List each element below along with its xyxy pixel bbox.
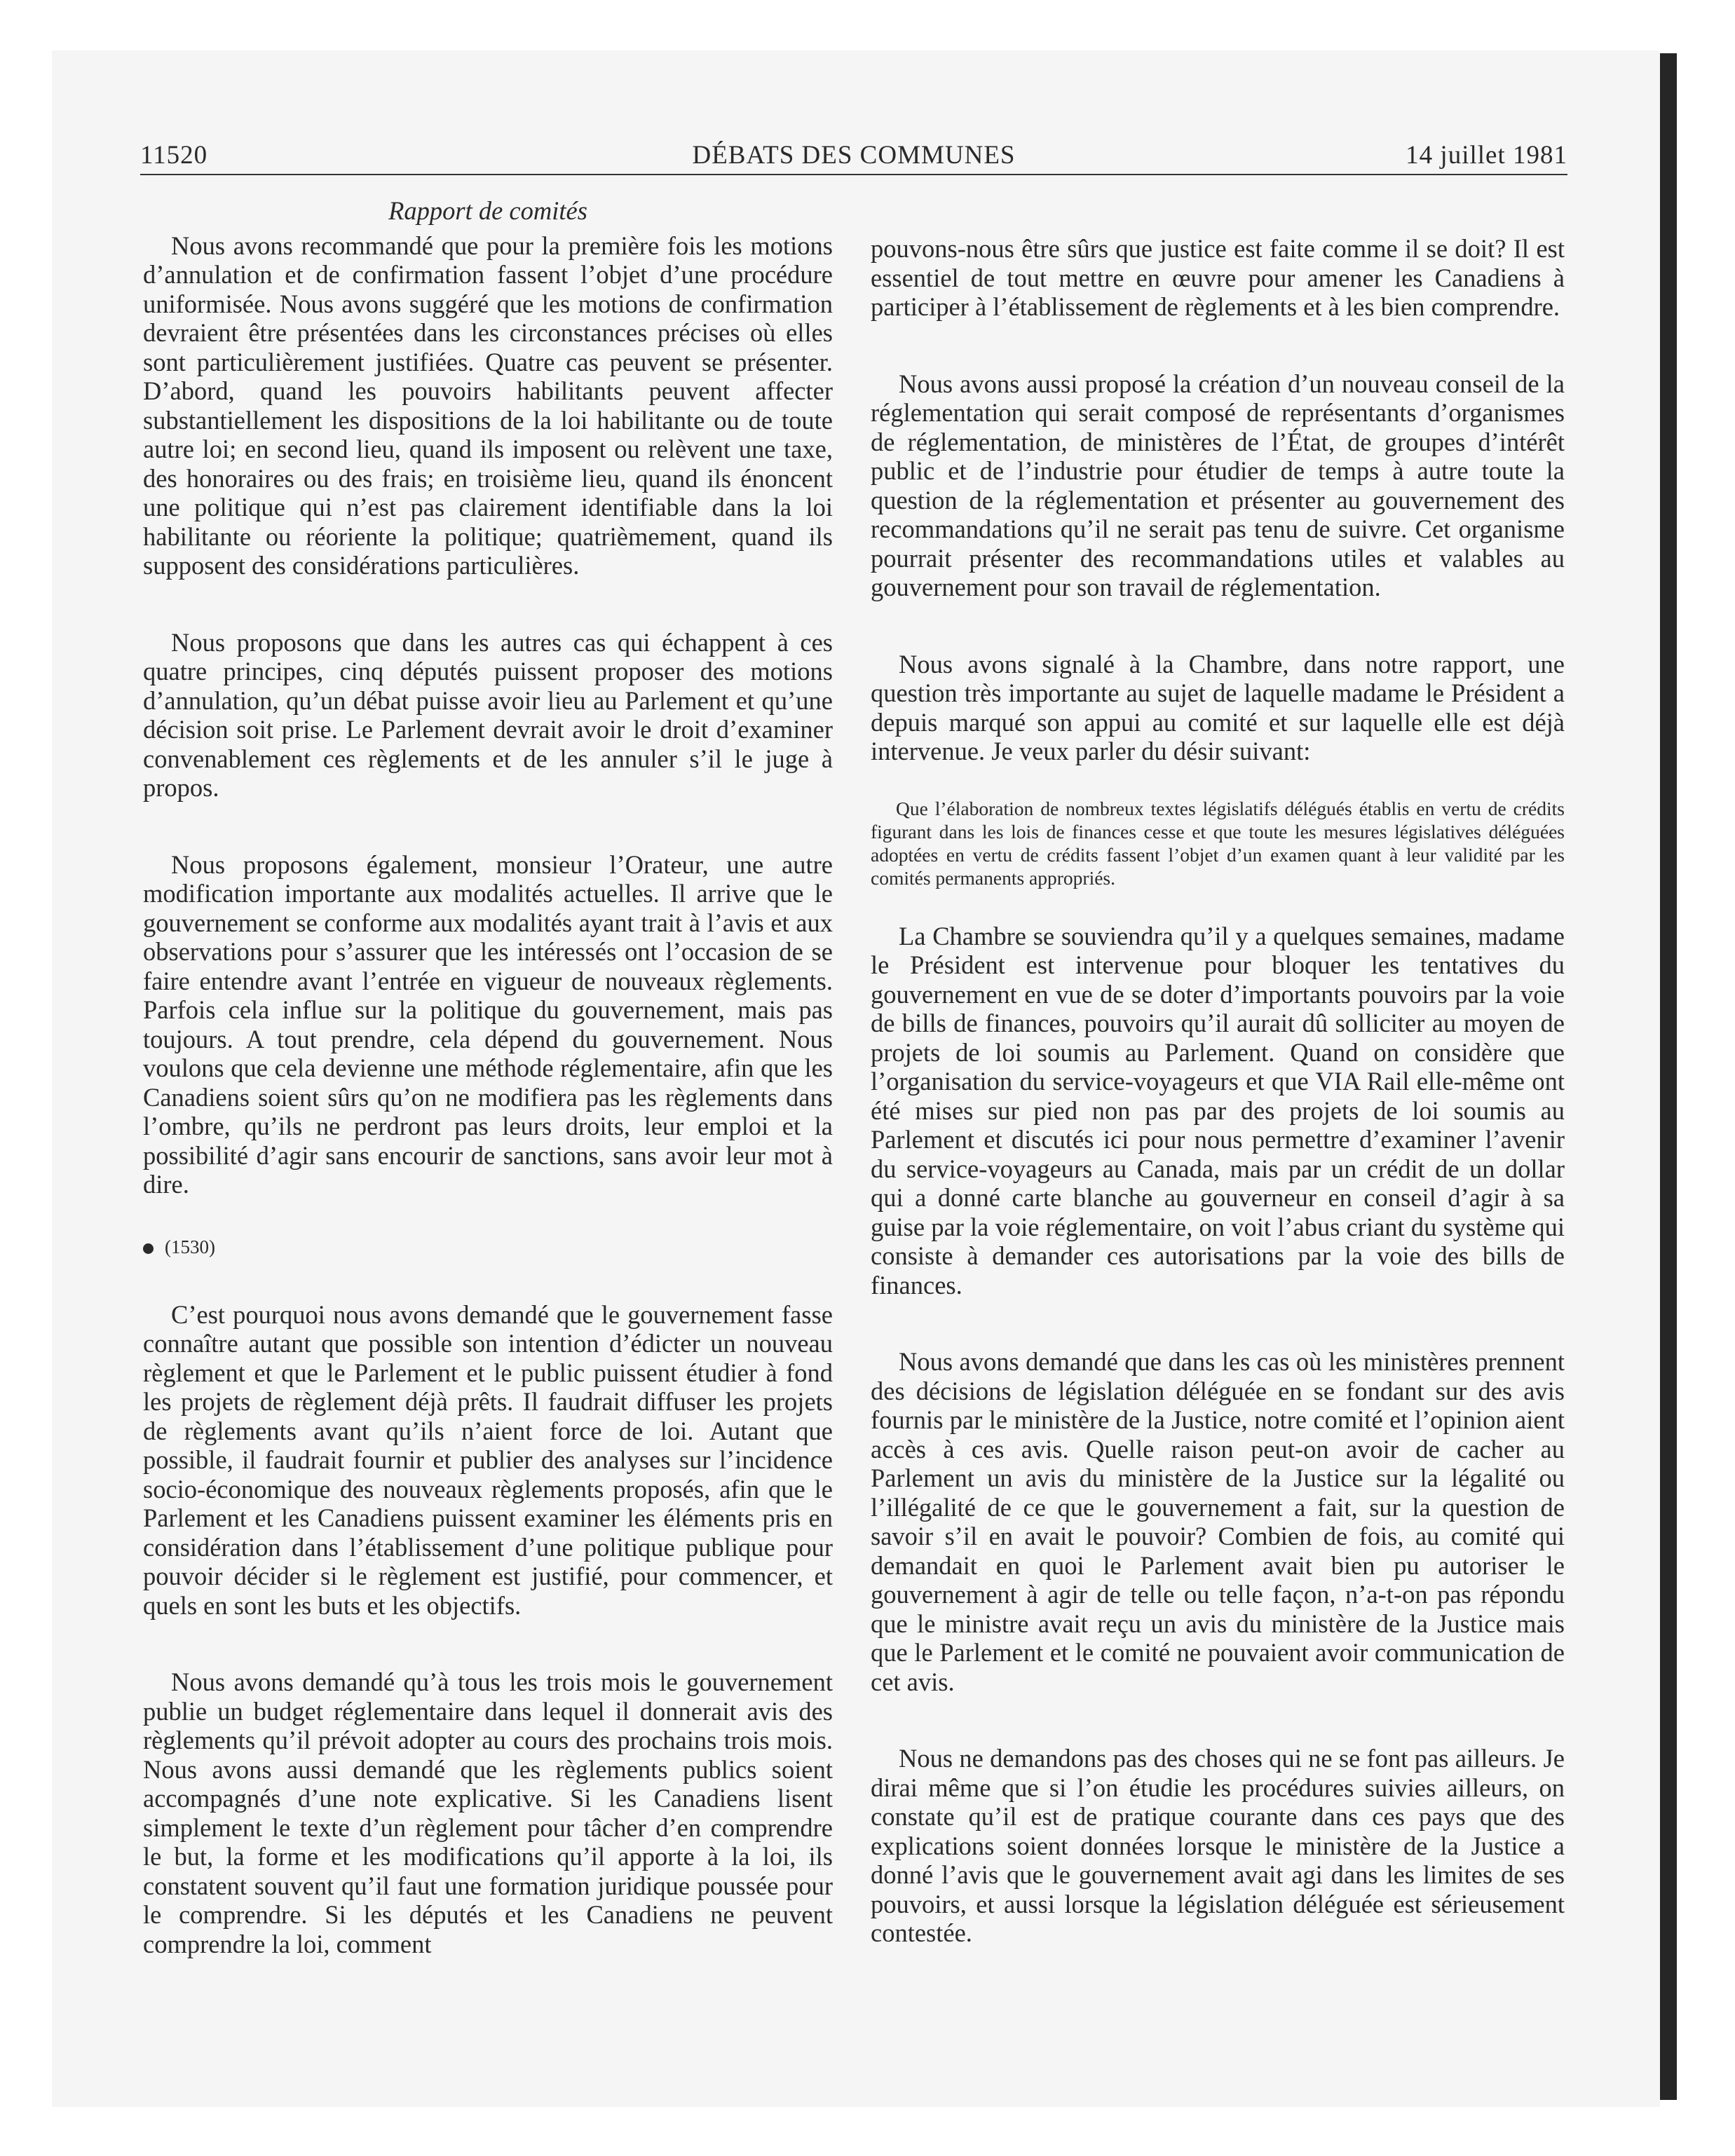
section-title: Rapport de comités [388,196,587,225]
journal-title: DÉBATS DES COMMUNES [692,141,1016,170]
paragraph: Nous avons demandé que dans les cas où les ministères prennent des décisions de législation déléguée en se fondant sur des avis fournis par le ministère de la Justice, notre comité et l’opinion aient accès à ces avis. Quelle raison peut-on avoir de cacher au Parlement un avis du ministère de la Justice sur la légalité ou l’illégalité de ce que le gouvernement a fait, sur la question de savoir s’il en avait le pouvoir? Combien de fois, au comité qui demandait en quoi le Parlement avait bien pu autoriser le gouvernement à agir de telle ou telle façon, n’a-t-on pas répondu que le ministre avait reçu un avis du ministère de la Justice mais que le Parlement et le comité ne pouvaient avoir communication de cet avis. [871,1347,1565,1696]
scan-edge-bar [1660,53,1677,2100]
paragraph: Nous avons demandé qu’à tous les trois mois le gouvernement publie un budget réglementaire dans lequel il donnerait avis des règlements qu’il prévoit adopter au cours des prochains trois mois. Nous avons aussi demandé que les règlements publics soient accompagnés d’une note explicative. Si les Canadiens lisent simplement le texte d’un règlement pour tâcher d’en comprendre le but, la forme et les modifications qu’il apporte à la loi, ils constatent souvent qu’il faut une formation juridique poussée pour le comprendre. Si les députés et les Canadiens ne peuvent comprendre la loi, comment [143,1667,833,1958]
paragraph: Nous proposons également, monsieur l’Orateur, une autre modification importante aux modalités actuelles. Il arrive que le gouvernement se conforme aux modalités ayant trait à l’avis et aux observations pour s’assurer que les intéressés ont l’occasion de se faire entendre avant l’entrée en vigueur de nouveaux règlements. Parfois cela influe sur la politique du gouvernement, mais pas toujours. A tout prendre, cela dépend du gouvernement. Nous voulons que cela devienne une méthode réglementaire, afin que les Canadiens soient sûrs qu’on ne modifiera pas les règlements dans l’ombre, qu’ils ne perdront pas leurs droits, leur emploi et la possibilité d’agir sans encourir de sanctions, sans avoir leur mot à dire. [143,850,833,1199]
time-marker [143,1233,833,1261]
paragraph: Nous avons signalé à la Chambre, dans notre rapport, une question très importante au sujet de laquelle madame le Président a depuis marqué son appui au comité et sur laquelle elle est déjà intervenue. Je veux parler du désir suivant: [871,649,1565,765]
left-column [143,196,833,1958]
paragraph: La Chambre se souviendra qu’il y a quelques semaines, madame le Président est intervenue pour bloquer les tentatives du gouvernement en vue de se doter d’importants pouvoirs par la voie de bills de finances, pouvoirs qu’il aurait dû solliciter au moyen de projets de loi soumis au Parlement. Quand on considère que l’organisation du service-voyageurs et que VIA Rail elle-même ont été mises sur pied non pas par des projets de loi soumis au Parlement et discutés ici pour nous permettre d’examiner l’avenir du service-voyageurs au Canada, mais par un crédit de un dollar qui a donné carte blanche au gouverneur en conseil d’agir à sa guise par la voie réglementaire, on voit l’abus criant du système qui consiste à demander ces autorisations par la voie des bills de finances. [871,921,1565,1299]
paragraph: Nous avons recommandé que pour la première fois les motions d’annulation et de confirmation fassent l’objet d’une procédure uniformisée. Nous avons suggéré que les motions de confirmation devraient être présentées dans les circonstances précises où elles sont particulièrement justifiées. Quatre cas peuvent se présenter. D’abord, quand les pouvoirs habilitants peuvent affecter substantiellement les dispositions de la loi habilitante ou de toute autre loi; en second lieu, quand ils imposent ou relèvent une taxe, des honoraires ou des frais; en troisième lieu, quand ils énoncent une politique qui n’est pas clairement identifiable dans la loi habilitante ou réoriente la politique; quatrièmement, quand ils supposent des considérations particulières. [143,231,833,580]
header-rule [140,174,1567,175]
paragraph: pouvons-nous être sûrs que justice est faite comme il se doit? Il est essentiel de tout mettre en œuvre pour amener les Canadiens à participer à l’établissement de règlements et à les bien comprendre. [871,234,1565,321]
issue-date: 14 juillet 1981 [1406,141,1567,170]
paragraph: C’est pourquoi nous avons demandé que le gouvernement fasse connaître autant que possible son intention d’édicter un nouveau règlement et que le Parlement et le public puissent étudier à fond les projets de règlement déjà prêts. Il faudrait diffuser les projets de règlements avant qu’ils n’aient force de loi. Autant que possible, il faudrait fournir et publier des analyses sur l’incidence socio-économique des nouveaux règlements proposés, afin que le Parlement et les Canadiens puissent examiner les éléments pris en considération dans l’établissement d’une politique publique pour pouvoir décider si le règlement est justifié, pour commencer, et quels en sont les buts et les objectifs. [143,1299,833,1620]
paragraph: Nous avons aussi proposé la création d’un nouveau conseil de la réglementation qui serait composé de représentants d’organismes de réglementation, de ministères de l’État, de groupes d’intérêt public et de l’industrie pour étudier de temps à autre toute la question de la réglementation et présenter au gouvernement des recommandations qu’il ne serait pas tenu de suivre. Cet organisme pourrait présenter des recommandations utiles et valables au gouvernement pour son travail de réglementation. [871,369,1565,601]
bullet-icon [143,1243,154,1254]
page-header [140,137,1567,174]
page-number: 11520 [140,141,208,170]
paragraph: Nous proposons que dans les autres cas qui échappent à ces quatre principes, cinq députés puissent proposer des motions d’annulation, qu’un débat puisse avoir lieu au Parlement et qu’une décision soit prise. Le Parlement devrait avoir le droit d’examiner convenablement ces règlements et de les annuler s’il le juge à propos. [143,627,833,802]
block-quote: Que l’élaboration de nombreux textes législatifs délégués établis en vertu de crédits figurant dans les lois de finances cesse et que toute les mesures législatives déléguées adoptées en vertu de crédits fassent l’objet d’un examen quant à leur validité par les comités permanents appropriés. [871,797,1565,889]
time-marker-text: (1530) [165,1236,215,1257]
paragraph: Nous ne demandons pas des choses qui ne se font pas ailleurs. Je dirai même que si l’on étudie les procédures suivies ailleurs, on constate qu’il est de pratique courante dans ces pays que des explications soient données lorsque le ministère de la Justice a donné l’avis que le gouvernement avait agi dans les limites de ses pouvoirs, et aussi lorsque la législation déléguée est sérieusement contestée. [871,1744,1565,1947]
right-column [871,234,1565,1948]
